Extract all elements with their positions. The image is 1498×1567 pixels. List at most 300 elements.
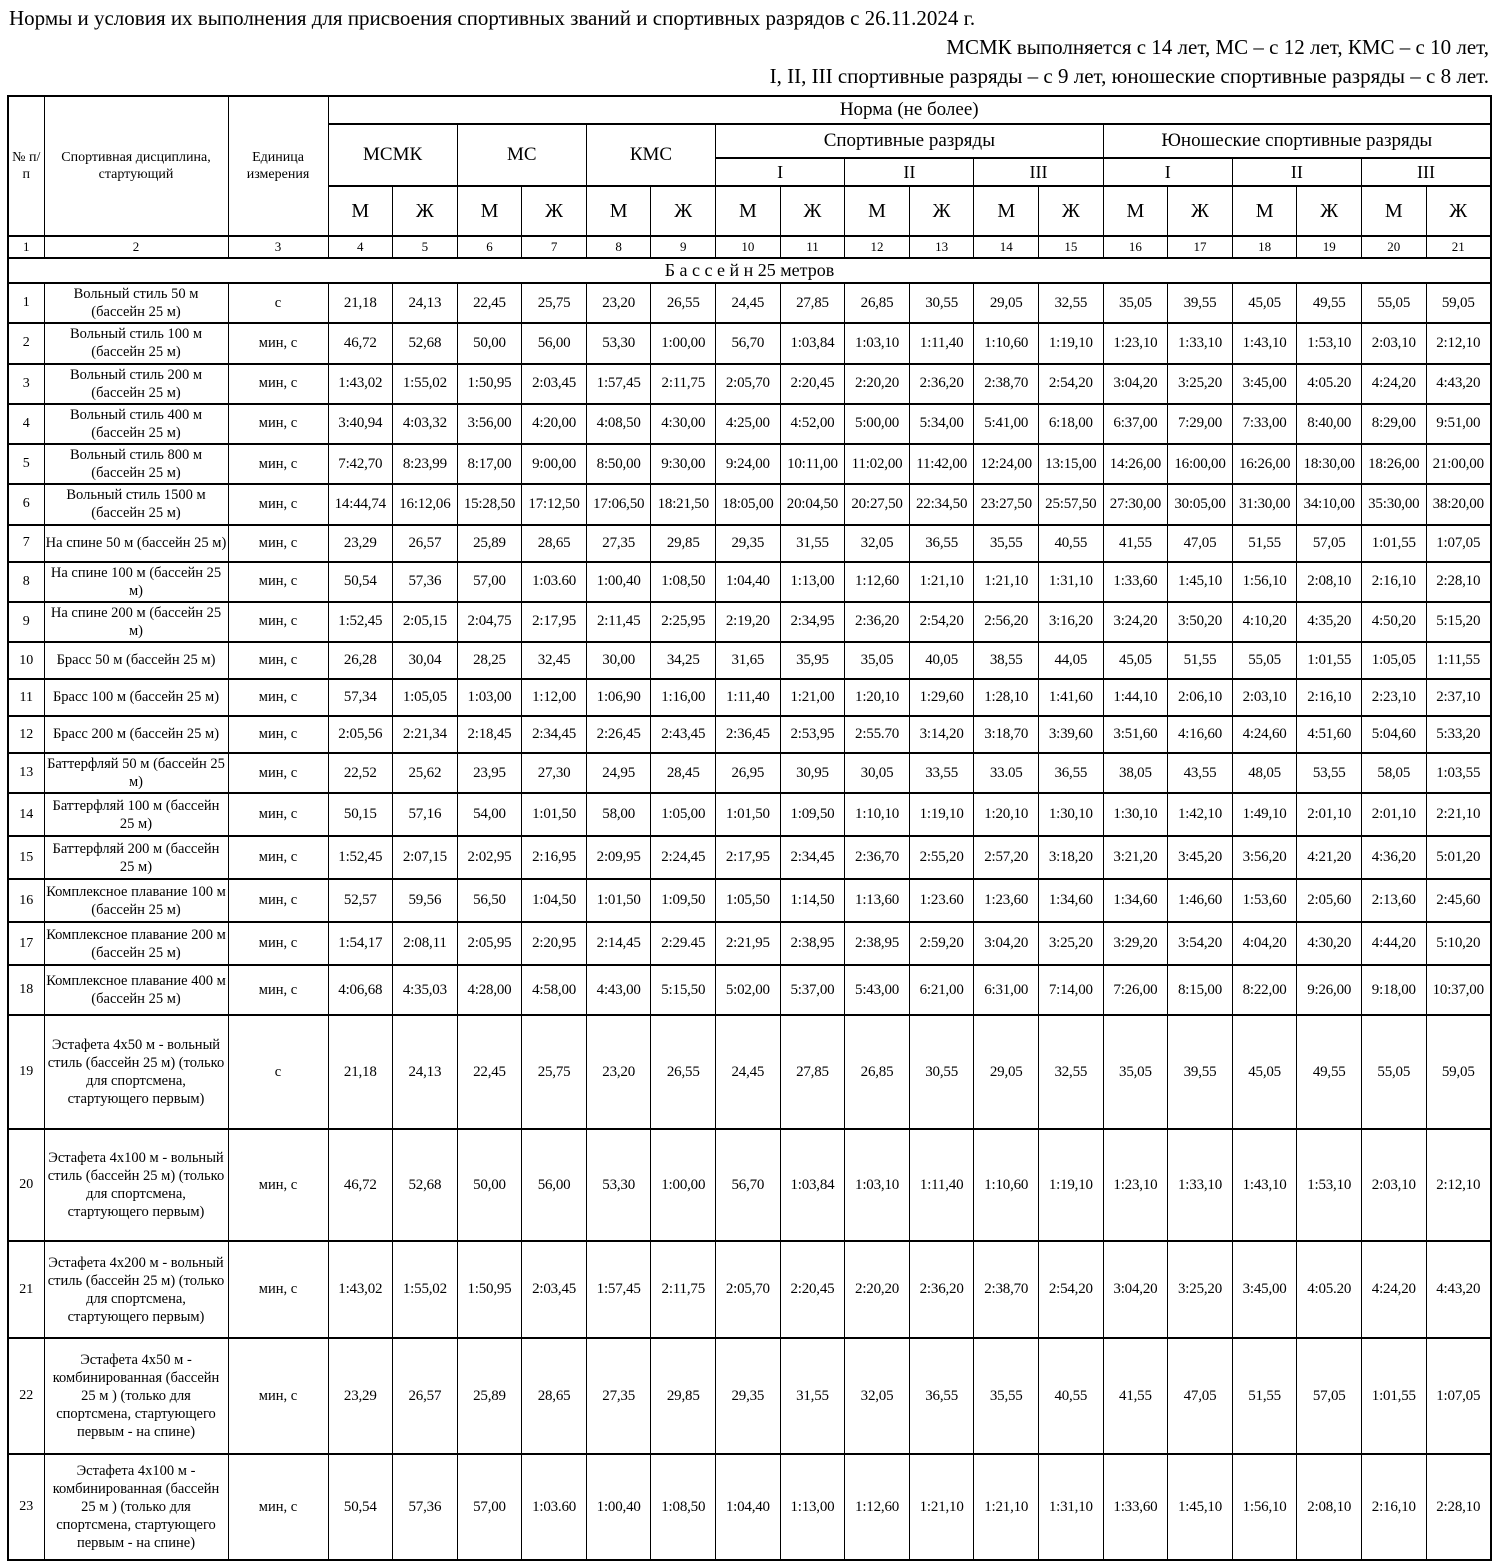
norm-value-cell: 1:30,10 bbox=[1103, 793, 1168, 836]
norm-value-cell: 31,65 bbox=[716, 642, 781, 679]
norm-value-cell: 49,55 bbox=[1297, 1015, 1362, 1129]
norm-value-cell: 2:05,60 bbox=[1297, 879, 1362, 922]
norm-value-cell: 4:50,20 bbox=[1362, 602, 1427, 642]
discipline-cell: Комплексное плавание 200 м (бассейн 25 м) bbox=[44, 922, 228, 965]
table-row bbox=[8, 562, 1491, 602]
norm-value-cell: 3:18,70 bbox=[974, 716, 1039, 753]
norm-value-cell: 2:08,11 bbox=[393, 922, 458, 965]
discipline-cell: Вольный стиль 1500 м (бассейн 25 м) bbox=[44, 484, 228, 524]
header-grade: III bbox=[974, 158, 1103, 186]
discipline-cell: Комплексное плавание 400 м (бассейн 25 м) bbox=[44, 965, 228, 1015]
unit-cell: с bbox=[228, 1015, 328, 1129]
norm-value-cell: 2:14,45 bbox=[586, 922, 651, 965]
norm-value-cell: 1:43,02 bbox=[328, 1241, 393, 1338]
norm-value-cell: 1:09,50 bbox=[651, 879, 716, 922]
norm-value-cell: 2:07,15 bbox=[393, 836, 458, 879]
table-row bbox=[8, 484, 1491, 524]
unit-cell: мин, с bbox=[228, 716, 328, 753]
norm-value-cell: 26,57 bbox=[393, 1338, 458, 1454]
norm-value-cell: 2:28,10 bbox=[1426, 1454, 1491, 1560]
norm-value-cell: 57,36 bbox=[393, 562, 458, 602]
norm-value-cell: 4:21,20 bbox=[1297, 836, 1362, 879]
norm-value-cell: 1:45,10 bbox=[1168, 1454, 1233, 1560]
norm-value-cell: 3:04,20 bbox=[1103, 364, 1168, 404]
norm-value-cell: 2:38,70 bbox=[974, 1241, 1039, 1338]
header-unit: Единица измерения bbox=[228, 96, 328, 236]
unit-cell: с bbox=[228, 283, 328, 323]
norm-value-cell: 18:21,50 bbox=[651, 484, 716, 524]
column-number: 10 bbox=[716, 236, 781, 258]
table-row bbox=[8, 679, 1491, 716]
norm-value-cell: 2:03,45 bbox=[522, 1241, 587, 1338]
norm-value-cell: 8:15,00 bbox=[1168, 965, 1233, 1015]
norm-value-cell: 1:01,55 bbox=[1362, 1338, 1427, 1454]
norm-value-cell: 2:09,95 bbox=[586, 836, 651, 879]
norm-value-cell: 16:12,06 bbox=[393, 484, 458, 524]
table-row bbox=[8, 753, 1491, 793]
norm-value-cell: 1:13,60 bbox=[845, 879, 910, 922]
discipline-cell: Эстафета 4х100 м - комбинированная (бассейн 25 м ) (только для спортсмена, стартующего первым - на спине) bbox=[44, 1454, 228, 1560]
norm-value-cell: 1:04,40 bbox=[716, 562, 781, 602]
norm-value-cell: 5:10,20 bbox=[1426, 922, 1491, 965]
norm-value-cell: 2:59,20 bbox=[909, 922, 974, 965]
norm-value-cell: 2:11,75 bbox=[651, 364, 716, 404]
norm-value-cell: 24,45 bbox=[716, 283, 781, 323]
norm-value-cell: 2:06,10 bbox=[1168, 679, 1233, 716]
row-number-cell: 21 bbox=[8, 1241, 44, 1338]
header-sex-female: Ж bbox=[1039, 186, 1104, 236]
norm-value-cell: 47,05 bbox=[1168, 1338, 1233, 1454]
table-row bbox=[8, 404, 1491, 444]
norm-value-cell: 2:11,75 bbox=[651, 1241, 716, 1338]
norm-value-cell: 1:05,00 bbox=[651, 793, 716, 836]
norm-value-cell: 20:04,50 bbox=[780, 484, 845, 524]
column-number: 11 bbox=[780, 236, 845, 258]
norm-value-cell: 49,55 bbox=[1297, 283, 1362, 323]
norm-value-cell: 1:11,55 bbox=[1426, 642, 1491, 679]
unit-cell: мин, с bbox=[228, 562, 328, 602]
norm-value-cell: 4:16,60 bbox=[1168, 716, 1233, 753]
unit-cell: мин, с bbox=[228, 836, 328, 879]
row-number-cell: 12 bbox=[8, 716, 44, 753]
norm-value-cell: 23,20 bbox=[586, 283, 651, 323]
column-number: 6 bbox=[457, 236, 522, 258]
column-number: 7 bbox=[522, 236, 587, 258]
norm-value-cell: 5:34,00 bbox=[909, 404, 974, 444]
norm-value-cell: 26,85 bbox=[845, 283, 910, 323]
unit-cell: мин, с bbox=[228, 753, 328, 793]
norm-value-cell: 2:36,20 bbox=[909, 1241, 974, 1338]
norm-value-cell: 2:20,45 bbox=[780, 364, 845, 404]
norm-value-cell: 29,05 bbox=[974, 1015, 1039, 1129]
column-number: 19 bbox=[1297, 236, 1362, 258]
header-sex-female: Ж bbox=[1297, 186, 1362, 236]
row-number-cell: 13 bbox=[8, 753, 44, 793]
table-row bbox=[8, 602, 1491, 642]
row-number-cell: 5 bbox=[8, 444, 44, 484]
norm-value-cell: 1:45,10 bbox=[1168, 562, 1233, 602]
column-number: 20 bbox=[1362, 236, 1427, 258]
row-number-cell: 10 bbox=[8, 642, 44, 679]
norm-value-cell: 27,85 bbox=[780, 1015, 845, 1129]
norm-value-cell: 3:25,20 bbox=[1168, 1241, 1233, 1338]
norm-value-cell: 21:00,00 bbox=[1426, 444, 1491, 484]
table-row bbox=[8, 1338, 1491, 1454]
norm-value-cell: 4:08,50 bbox=[586, 404, 651, 444]
norm-value-cell: 2:21,34 bbox=[393, 716, 458, 753]
norm-value-cell: 24,13 bbox=[393, 283, 458, 323]
norm-value-cell: 18:30,00 bbox=[1297, 444, 1362, 484]
norm-value-cell: 30,04 bbox=[393, 642, 458, 679]
norm-value-cell: 2:16,95 bbox=[522, 836, 587, 879]
norm-value-cell: 1:01,50 bbox=[586, 879, 651, 922]
norm-value-cell: 1:00,00 bbox=[651, 323, 716, 363]
unit-cell: мин, с bbox=[228, 404, 328, 444]
norm-value-cell: 3:50,20 bbox=[1168, 602, 1233, 642]
norm-value-cell: 4:58,00 bbox=[522, 965, 587, 1015]
column-number: 5 bbox=[393, 236, 458, 258]
discipline-cell: Вольный стиль 200 м (бассейн 25 м) bbox=[44, 364, 228, 404]
norm-value-cell: 2:43,45 bbox=[651, 716, 716, 753]
norm-value-cell: 2:54,20 bbox=[1039, 1241, 1104, 1338]
norm-value-cell: 1:42,10 bbox=[1168, 793, 1233, 836]
norm-value-cell: 25,75 bbox=[522, 1015, 587, 1129]
norm-value-cell: 1:03,00 bbox=[457, 679, 522, 716]
norm-value-cell: 1:43,10 bbox=[1232, 323, 1297, 363]
norm-value-cell: 33,55 bbox=[909, 753, 974, 793]
norm-value-cell: 39,55 bbox=[1168, 283, 1233, 323]
norm-value-cell: 44,05 bbox=[1039, 642, 1104, 679]
norm-value-cell: 1:03,55 bbox=[1426, 753, 1491, 793]
norm-value-cell: 1:13,00 bbox=[780, 562, 845, 602]
norm-value-cell: 1:33,10 bbox=[1168, 323, 1233, 363]
column-number: 4 bbox=[328, 236, 393, 258]
norm-value-cell: 57,34 bbox=[328, 679, 393, 716]
norm-value-cell: 51,55 bbox=[1232, 1338, 1297, 1454]
norm-value-cell: 1:20,10 bbox=[845, 679, 910, 716]
norm-value-cell: 27,35 bbox=[586, 1338, 651, 1454]
norm-value-cell: 3:51,60 bbox=[1103, 716, 1168, 753]
norm-value-cell: 4:35,03 bbox=[393, 965, 458, 1015]
norm-value-cell: 2:36,70 bbox=[845, 836, 910, 879]
column-number: 12 bbox=[845, 236, 910, 258]
unit-cell: мин, с bbox=[228, 364, 328, 404]
norm-value-cell: 2:05,15 bbox=[393, 602, 458, 642]
norm-value-cell: 1:14,50 bbox=[780, 879, 845, 922]
norm-value-cell: 2:53,95 bbox=[780, 716, 845, 753]
discipline-cell: Эстафета 4х50 м - комбинированная (бассейн 25 м ) (только для спортсмена, стартующего первым - на спине) bbox=[44, 1338, 228, 1454]
norm-value-cell: 2:36,20 bbox=[909, 364, 974, 404]
norm-value-cell: 6:21,00 bbox=[909, 965, 974, 1015]
header-sex-female: Ж bbox=[780, 186, 845, 236]
norm-value-cell: 3:04,20 bbox=[1103, 1241, 1168, 1338]
norm-value-cell: 35,55 bbox=[974, 525, 1039, 562]
column-number: 21 bbox=[1426, 236, 1491, 258]
norm-value-cell: 2:38,95 bbox=[780, 922, 845, 965]
discipline-cell: Эстафета 4х50 м - вольный стиль (бассейн 25 м) (только для спортсмена, стартующего первым) bbox=[44, 1015, 228, 1129]
norm-value-cell: 5:15,20 bbox=[1426, 602, 1491, 642]
norm-value-cell: 4:10,20 bbox=[1232, 602, 1297, 642]
norm-value-cell: 22,45 bbox=[457, 283, 522, 323]
norm-value-cell: 17:12,50 bbox=[522, 484, 587, 524]
norm-value-cell: 4:30,20 bbox=[1297, 922, 1362, 965]
norm-value-cell: 1:04,50 bbox=[522, 879, 587, 922]
norm-value-cell: 16:00,00 bbox=[1168, 444, 1233, 484]
norm-value-cell: 1:50,95 bbox=[457, 364, 522, 404]
row-number-cell: 18 bbox=[8, 965, 44, 1015]
document-title: Нормы и условия их выполнения для присвоения спортивных званий и спортивных разрядов с 26.11.2024 г. bbox=[9, 6, 976, 30]
norm-value-cell: 1:09,50 bbox=[780, 793, 845, 836]
header-group-ms: МС bbox=[457, 124, 586, 186]
table-row bbox=[8, 642, 1491, 679]
norm-value-cell: 50,00 bbox=[457, 323, 522, 363]
norm-value-cell: 1:34,60 bbox=[1039, 879, 1104, 922]
norm-value-cell: 1:52,45 bbox=[328, 836, 393, 879]
header-grade: II bbox=[845, 158, 974, 186]
norm-value-cell: 2:26,45 bbox=[586, 716, 651, 753]
norm-value-cell: 2:54,20 bbox=[1039, 364, 1104, 404]
column-number: 1 bbox=[8, 236, 44, 258]
norm-value-cell: 2:38,70 bbox=[974, 364, 1039, 404]
norm-value-cell: 47,05 bbox=[1168, 525, 1233, 562]
norm-value-cell: 1:16,00 bbox=[651, 679, 716, 716]
norm-value-cell: 56,50 bbox=[457, 879, 522, 922]
header-sex-male: М bbox=[716, 186, 781, 236]
norm-value-cell: 2:12,10 bbox=[1426, 323, 1491, 363]
norm-value-cell: 1:21,00 bbox=[780, 679, 845, 716]
norm-value-cell: 12:24,00 bbox=[974, 444, 1039, 484]
norm-value-cell: 57,16 bbox=[393, 793, 458, 836]
norm-value-cell: 1:10,10 bbox=[845, 793, 910, 836]
norm-value-cell: 29,85 bbox=[651, 525, 716, 562]
norm-value-cell: 9:24,00 bbox=[716, 444, 781, 484]
norm-value-cell: 1:31,10 bbox=[1039, 562, 1104, 602]
norm-value-cell: 2:56,20 bbox=[974, 602, 1039, 642]
header-row-number: № п/п bbox=[8, 96, 44, 236]
header-grade: III bbox=[1362, 158, 1491, 186]
column-number: 3 bbox=[228, 236, 328, 258]
table-row bbox=[8, 836, 1491, 879]
norm-value-cell: 2:16,10 bbox=[1362, 562, 1427, 602]
norm-value-cell: 40,05 bbox=[909, 642, 974, 679]
norm-value-cell: 2:05,70 bbox=[716, 1241, 781, 1338]
norm-value-cell: 5:01,20 bbox=[1426, 836, 1491, 879]
unit-cell: мин, с bbox=[228, 1454, 328, 1560]
norm-value-cell: 3:25,20 bbox=[1168, 364, 1233, 404]
column-number: 13 bbox=[909, 236, 974, 258]
norm-value-cell: 4:24,20 bbox=[1362, 364, 1427, 404]
norm-value-cell: 32,55 bbox=[1039, 283, 1104, 323]
norm-value-cell: 1:00,00 bbox=[651, 1129, 716, 1241]
norm-value-cell: 1:11,40 bbox=[909, 323, 974, 363]
norm-value-cell: 1:23,10 bbox=[1103, 323, 1168, 363]
norm-value-cell: 1:55,02 bbox=[393, 1241, 458, 1338]
norm-value-cell: 29,35 bbox=[716, 525, 781, 562]
unit-cell: мин, с bbox=[228, 879, 328, 922]
row-number-cell: 20 bbox=[8, 1129, 44, 1241]
norm-value-cell: 1:23.60 bbox=[909, 879, 974, 922]
norm-value-cell: 1:05,05 bbox=[1362, 642, 1427, 679]
unit-cell: мин, с bbox=[228, 602, 328, 642]
norm-value-cell: 2:28,10 bbox=[1426, 562, 1491, 602]
norm-value-cell: 1:53,10 bbox=[1297, 323, 1362, 363]
norm-value-cell: 4:05.20 bbox=[1297, 1241, 1362, 1338]
discipline-cell: Брасс 200 м (бассейн 25 м) bbox=[44, 716, 228, 753]
norm-value-cell: 1:34,60 bbox=[1103, 879, 1168, 922]
norm-value-cell: 7:29,00 bbox=[1168, 404, 1233, 444]
unit-cell: мин, с bbox=[228, 922, 328, 965]
norm-value-cell: 1:01,55 bbox=[1297, 642, 1362, 679]
norm-value-cell: 1:11,40 bbox=[909, 1129, 974, 1241]
header-sex-male: М bbox=[586, 186, 651, 236]
norm-value-cell: 58,00 bbox=[586, 793, 651, 836]
norm-value-cell: 14:26,00 bbox=[1103, 444, 1168, 484]
column-number: 2 bbox=[44, 236, 228, 258]
norm-value-cell: 4:43,20 bbox=[1426, 364, 1491, 404]
norm-value-cell: 5:33,20 bbox=[1426, 716, 1491, 753]
norm-value-cell: 35,95 bbox=[780, 642, 845, 679]
column-number: 17 bbox=[1168, 236, 1233, 258]
norm-value-cell: 4:35,20 bbox=[1297, 602, 1362, 642]
norm-value-cell: 56,00 bbox=[522, 323, 587, 363]
norm-value-cell: 16:26,00 bbox=[1232, 444, 1297, 484]
norm-value-cell: 1:01,55 bbox=[1362, 525, 1427, 562]
norm-value-cell: 14:44,74 bbox=[328, 484, 393, 524]
norm-value-cell: 7:26,00 bbox=[1103, 965, 1168, 1015]
norm-value-cell: 1:33,60 bbox=[1103, 1454, 1168, 1560]
norm-value-cell: 2:08,10 bbox=[1297, 562, 1362, 602]
norm-value-cell: 39,55 bbox=[1168, 1015, 1233, 1129]
table-row bbox=[8, 716, 1491, 753]
table-row bbox=[8, 444, 1491, 484]
table-row bbox=[8, 283, 1491, 323]
norm-value-cell: 29,35 bbox=[716, 1338, 781, 1454]
norm-value-cell: 3:45,20 bbox=[1168, 836, 1233, 879]
norm-value-cell: 2:17,95 bbox=[522, 602, 587, 642]
norm-value-cell: 32,05 bbox=[845, 1338, 910, 1454]
norm-value-cell: 35,05 bbox=[845, 642, 910, 679]
norm-value-cell: 1:53,10 bbox=[1297, 1129, 1362, 1241]
header-grade: I bbox=[1103, 158, 1232, 186]
norm-value-cell: 1:12,00 bbox=[522, 679, 587, 716]
norm-value-cell: 3:29,20 bbox=[1103, 922, 1168, 965]
norm-value-cell: 28,65 bbox=[522, 1338, 587, 1454]
discipline-cell: Вольный стиль 400 м (бассейн 25 м) bbox=[44, 404, 228, 444]
row-number-cell: 8 bbox=[8, 562, 44, 602]
norm-value-cell: 1:07,05 bbox=[1426, 525, 1491, 562]
row-number-cell: 3 bbox=[8, 364, 44, 404]
norm-value-cell: 2:25,95 bbox=[651, 602, 716, 642]
header-sex-male: М bbox=[1232, 186, 1297, 236]
row-number-cell: 11 bbox=[8, 679, 44, 716]
norm-value-cell: 1:04,40 bbox=[716, 1454, 781, 1560]
norm-value-cell: 1:21,10 bbox=[974, 1454, 1039, 1560]
norm-value-cell: 1:55,02 bbox=[393, 364, 458, 404]
norm-value-cell: 23,29 bbox=[328, 1338, 393, 1454]
norm-value-cell: 57,05 bbox=[1297, 525, 1362, 562]
norm-value-cell: 1:21,10 bbox=[974, 562, 1039, 602]
norm-value-cell: 33.05 bbox=[974, 753, 1039, 793]
row-number-cell: 2 bbox=[8, 323, 44, 363]
norm-value-cell: 2:16,10 bbox=[1297, 679, 1362, 716]
norm-value-cell: 2:45,60 bbox=[1426, 879, 1491, 922]
norm-value-cell: 22:34,50 bbox=[909, 484, 974, 524]
norm-value-cell: 3:56,20 bbox=[1232, 836, 1297, 879]
norm-value-cell: 58,05 bbox=[1362, 753, 1427, 793]
norm-value-cell: 6:31,00 bbox=[974, 965, 1039, 1015]
norm-value-cell: 56,70 bbox=[716, 323, 781, 363]
norm-value-cell: 2:05,70 bbox=[716, 364, 781, 404]
header-sex-male: М bbox=[1362, 186, 1427, 236]
norm-value-cell: 8:17,00 bbox=[457, 444, 522, 484]
norm-value-cell: 18:05,00 bbox=[716, 484, 781, 524]
norm-value-cell: 1:44,10 bbox=[1103, 679, 1168, 716]
unit-cell: мин, с bbox=[228, 1241, 328, 1338]
norm-value-cell: 2:17,95 bbox=[716, 836, 781, 879]
norm-value-cell: 9:26,00 bbox=[1297, 965, 1362, 1015]
norm-value-cell: 30,55 bbox=[909, 1015, 974, 1129]
norm-value-cell: 1:08,50 bbox=[651, 1454, 716, 1560]
norm-value-cell: 2:08,10 bbox=[1297, 1454, 1362, 1560]
norm-value-cell: 2:13,60 bbox=[1362, 879, 1427, 922]
norm-value-cell: 2:21,95 bbox=[716, 922, 781, 965]
norm-value-cell: 57,05 bbox=[1297, 1338, 1362, 1454]
norm-value-cell: 52,68 bbox=[393, 1129, 458, 1241]
norm-value-cell: 1:03,10 bbox=[845, 323, 910, 363]
norm-value-cell: 5:00,00 bbox=[845, 404, 910, 444]
norm-value-cell: 1:05,05 bbox=[393, 679, 458, 716]
norm-value-cell: 10:37,00 bbox=[1426, 965, 1491, 1015]
norm-value-cell: 1:10,60 bbox=[974, 323, 1039, 363]
norm-value-cell: 4:44,20 bbox=[1362, 922, 1427, 965]
norm-value-cell: 55,05 bbox=[1362, 283, 1427, 323]
norm-value-cell: 31,55 bbox=[780, 525, 845, 562]
norm-value-cell: 52,57 bbox=[328, 879, 393, 922]
norm-value-cell: 3:21,20 bbox=[1103, 836, 1168, 879]
norm-value-cell: 45,05 bbox=[1232, 283, 1297, 323]
norm-value-cell: 51,55 bbox=[1168, 642, 1233, 679]
section-row bbox=[8, 258, 1491, 283]
norm-value-cell: 25,75 bbox=[522, 283, 587, 323]
norm-value-cell: 54,00 bbox=[457, 793, 522, 836]
norm-value-cell: 38:20,00 bbox=[1426, 484, 1491, 524]
norm-value-cell: 29,85 bbox=[651, 1338, 716, 1454]
row-number-cell: 16 bbox=[8, 879, 44, 922]
norm-value-cell: 2:20,45 bbox=[780, 1241, 845, 1338]
norm-value-cell: 43,55 bbox=[1168, 753, 1233, 793]
norm-value-cell: 20:27,50 bbox=[845, 484, 910, 524]
norm-value-cell: 32,05 bbox=[845, 525, 910, 562]
header-row-column-numbers bbox=[8, 236, 1491, 258]
norm-value-cell: 1:07,05 bbox=[1426, 1338, 1491, 1454]
norm-value-cell: 35:30,00 bbox=[1362, 484, 1427, 524]
header-sex-female: Ж bbox=[909, 186, 974, 236]
header-grade: I bbox=[716, 158, 845, 186]
norm-value-cell: 1:52,45 bbox=[328, 602, 393, 642]
norm-value-cell: 24,45 bbox=[716, 1015, 781, 1129]
row-number-cell: 14 bbox=[8, 793, 44, 836]
norm-value-cell: 2:34,45 bbox=[522, 716, 587, 753]
table-row bbox=[8, 1454, 1491, 1560]
norm-value-cell: 2:01,10 bbox=[1362, 793, 1427, 836]
norm-value-cell: 50,15 bbox=[328, 793, 393, 836]
norm-value-cell: 1:01,50 bbox=[716, 793, 781, 836]
norm-value-cell: 5:15,50 bbox=[651, 965, 716, 1015]
norm-value-cell: 4:24,20 bbox=[1362, 1241, 1427, 1338]
unit-cell: мин, с bbox=[228, 1129, 328, 1241]
norm-value-cell: 2:19,20 bbox=[716, 602, 781, 642]
norm-value-cell: 1:12,60 bbox=[845, 1454, 910, 1560]
